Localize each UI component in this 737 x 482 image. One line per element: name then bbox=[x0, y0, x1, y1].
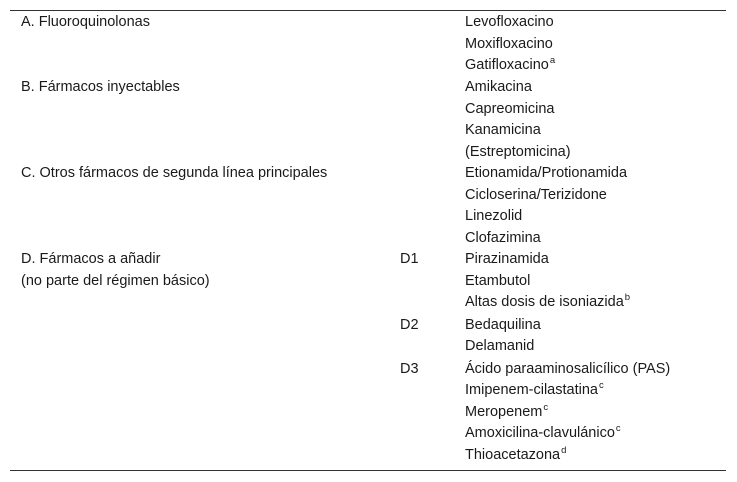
subgroup-label: D1 bbox=[400, 251, 419, 267]
table-group-d bbox=[10, 249, 726, 466]
category-line: A. Fluoroquinolonas bbox=[21, 14, 150, 30]
drug-item: Altas dosis de isoniazida$^b$ bbox=[465, 292, 631, 310]
drug-list bbox=[465, 12, 726, 77]
drug-list bbox=[465, 163, 726, 249]
category-line: D. Fármacos a añadir bbox=[21, 251, 161, 267]
footnote-marker: c bbox=[615, 423, 621, 434]
footnote-marker: c bbox=[598, 380, 604, 391]
drug-item: Amikacina bbox=[465, 79, 532, 95]
drug-classification-table bbox=[10, 10, 726, 471]
drug-item: Imipenem-cilastatina$^c$ bbox=[465, 380, 604, 398]
subgroup-label: D2 bbox=[400, 316, 419, 333]
drug-item: Kanamicina bbox=[465, 122, 541, 138]
drug-item: Linezolid bbox=[465, 208, 523, 224]
subgroup bbox=[10, 163, 726, 249]
table-group-c bbox=[10, 163, 726, 249]
subgroup bbox=[10, 12, 726, 77]
drug-item: Amoxicilina-clavulánico$^c$ bbox=[465, 423, 621, 441]
drug-item: Levofloxacino bbox=[465, 14, 554, 30]
drug-item: Cicloserina/Terizidone bbox=[465, 186, 607, 203]
footnote-marker: d bbox=[561, 444, 567, 456]
footnote-marker: a bbox=[549, 55, 556, 66]
subgroup-d3 bbox=[10, 359, 726, 467]
drug-item: Gatifloxacino$^a$ bbox=[465, 55, 556, 73]
drug-item: Capreomicina bbox=[465, 100, 555, 117]
drug-item: Pirazinamida bbox=[465, 251, 549, 267]
category-line: C. Otros fármacos de segunda línea principales bbox=[21, 165, 328, 181]
drug-item: (Estreptomicina) bbox=[465, 143, 571, 160]
drug-item: Moxifloxacino bbox=[465, 35, 553, 52]
drug-item: Delamanid bbox=[465, 338, 535, 354]
drug-item: Etionamida/Protionamida bbox=[465, 165, 628, 181]
table-group-b bbox=[10, 77, 726, 163]
drug-item: Thioacetazona$^d$ bbox=[465, 444, 567, 463]
category-line: (no parte del régimen básico) bbox=[21, 272, 210, 289]
drug-list bbox=[465, 359, 726, 467]
subgroup-d2 bbox=[10, 315, 726, 358]
drug-list bbox=[465, 77, 726, 163]
subgroup-d1 bbox=[10, 249, 726, 314]
drug-item: Clofazimina bbox=[465, 229, 541, 246]
drug-item: Bedaquilina bbox=[465, 316, 541, 333]
category-line: B. Fármacos inyectables bbox=[21, 79, 180, 95]
table-group-a bbox=[10, 12, 726, 77]
drug-list bbox=[465, 315, 726, 358]
footnote-marker: b bbox=[624, 292, 631, 303]
subgroup-label: D3 bbox=[400, 360, 419, 377]
drug-item: Meropenem$^c$ bbox=[465, 401, 549, 420]
subgroup bbox=[10, 77, 726, 163]
drug-item: Ácido paraaminosalicílico (PAS) bbox=[465, 360, 671, 377]
drug-list bbox=[465, 249, 726, 314]
drug-item: Etambutol bbox=[465, 272, 531, 289]
footnote-marker: c bbox=[543, 401, 549, 413]
